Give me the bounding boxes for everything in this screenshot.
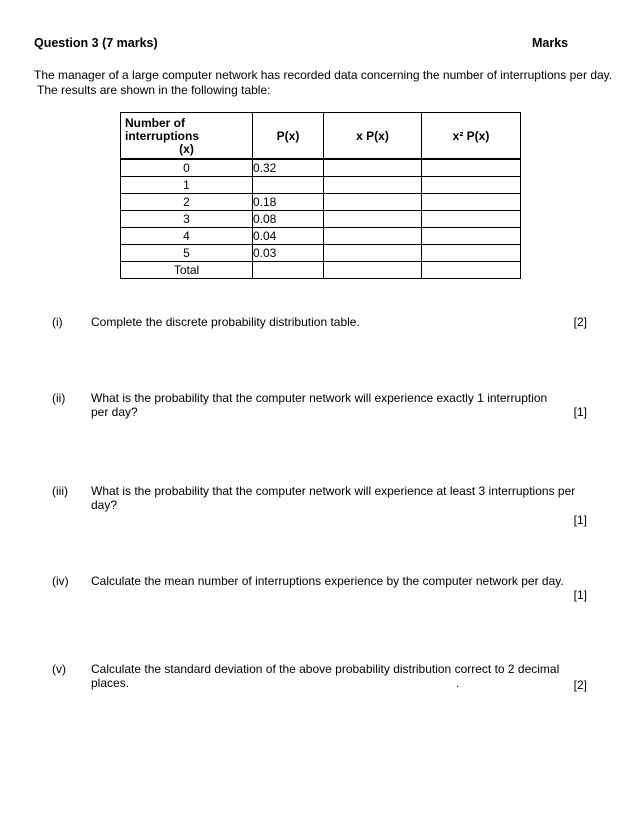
part-marks: [2] xyxy=(573,678,587,692)
part-question-line-2: places. xyxy=(91,676,130,690)
cell-x2-px[interactable] xyxy=(422,211,521,228)
header-number-of-interruptions xyxy=(121,113,253,159)
total-x-px[interactable] xyxy=(324,262,422,279)
cell-x2-px[interactable] xyxy=(422,245,521,262)
part-number: (i) xyxy=(52,315,63,329)
cell-x: 0 xyxy=(121,160,253,177)
table-row xyxy=(121,245,521,262)
total-label: Total xyxy=(121,262,253,279)
marks-heading: Marks xyxy=(532,36,569,50)
cell-x2-px[interactable] xyxy=(422,160,521,177)
cell-x2-px[interactable] xyxy=(422,177,521,194)
total-x2-px[interactable] xyxy=(422,262,521,279)
cell-x-px[interactable] xyxy=(324,228,422,245)
cell-px[interactable]: 0.08 xyxy=(253,211,324,228)
probability-distribution-table xyxy=(120,112,521,279)
stray-dot: . xyxy=(456,676,460,690)
cell-x2-px[interactable] xyxy=(422,194,521,211)
part-number: (iii) xyxy=(52,484,68,498)
cell-x2-px[interactable] xyxy=(422,228,521,245)
cell-px[interactable]: 0.32 xyxy=(253,160,324,177)
cell-px[interactable]: 0.03 xyxy=(253,245,324,262)
cell-px[interactable]: 0.04 xyxy=(253,228,324,245)
intro-line-2: The results are shown in the following table: xyxy=(37,83,271,97)
table-row xyxy=(121,160,521,177)
part-marks: [1] xyxy=(573,588,587,602)
cell-x: 4 xyxy=(121,228,253,245)
part-marks: [2] xyxy=(573,315,587,329)
cell-x-px[interactable] xyxy=(324,211,422,228)
cell-x: 5 xyxy=(121,245,253,262)
cell-x-px[interactable] xyxy=(324,245,422,262)
table-row xyxy=(121,177,521,194)
part-question-text: Calculate the mean number of interruptions experience by the computer network per day. xyxy=(91,574,564,588)
part-number: (v) xyxy=(52,662,66,676)
question-intro xyxy=(34,68,614,98)
intro-line-1: The manager of a large computer network has recorded data concerning the number of interruptions per day. xyxy=(34,68,613,82)
part-question-line-2: per day? xyxy=(91,405,138,419)
table-row xyxy=(121,211,521,228)
part-marks: [1] xyxy=(573,405,587,419)
part-question-text xyxy=(91,391,611,419)
cell-x-px[interactable] xyxy=(324,194,422,211)
table-header-row xyxy=(121,113,521,159)
part-number: (ii) xyxy=(52,391,66,405)
part-marks: [1] xyxy=(573,513,587,527)
header-x-line-1: Number of interruptions xyxy=(125,115,199,143)
cell-x: 3 xyxy=(121,211,253,228)
total-px[interactable] xyxy=(253,262,324,279)
header-x-px: x P(x) xyxy=(324,113,422,159)
table-total-row xyxy=(121,262,521,279)
part-question-line-1: What is the probability that the computer network will experience exactly 1 interruption xyxy=(91,391,548,405)
table-row xyxy=(121,228,521,245)
table-row xyxy=(121,194,521,211)
part-question-line-2: day? xyxy=(91,498,118,512)
part-question-text xyxy=(91,484,611,512)
part-question-text xyxy=(91,662,611,690)
header-x2-px: x² P(x) xyxy=(422,113,521,159)
cell-x-px[interactable] xyxy=(324,177,422,194)
cell-x-px[interactable] xyxy=(324,160,422,177)
question-title: Question 3 (7 marks) xyxy=(34,36,158,50)
cell-px[interactable] xyxy=(253,177,324,194)
part-number: (iv) xyxy=(52,574,69,588)
cell-x: 2 xyxy=(121,194,253,211)
part-question-line-1: What is the probability that the computer network will experience at least 3 interruptions per xyxy=(91,484,576,498)
header-px: P(x) xyxy=(253,113,324,159)
header-x-line-2: (x) xyxy=(179,141,194,156)
cell-x: 1 xyxy=(121,177,253,194)
cell-px[interactable]: 0.18 xyxy=(253,194,324,211)
part-question-line-1: Calculate the standard deviation of the above probability distribution correct to 2 decimal xyxy=(91,662,560,676)
part-question-text: Complete the discrete probability distribution table. xyxy=(91,315,360,329)
